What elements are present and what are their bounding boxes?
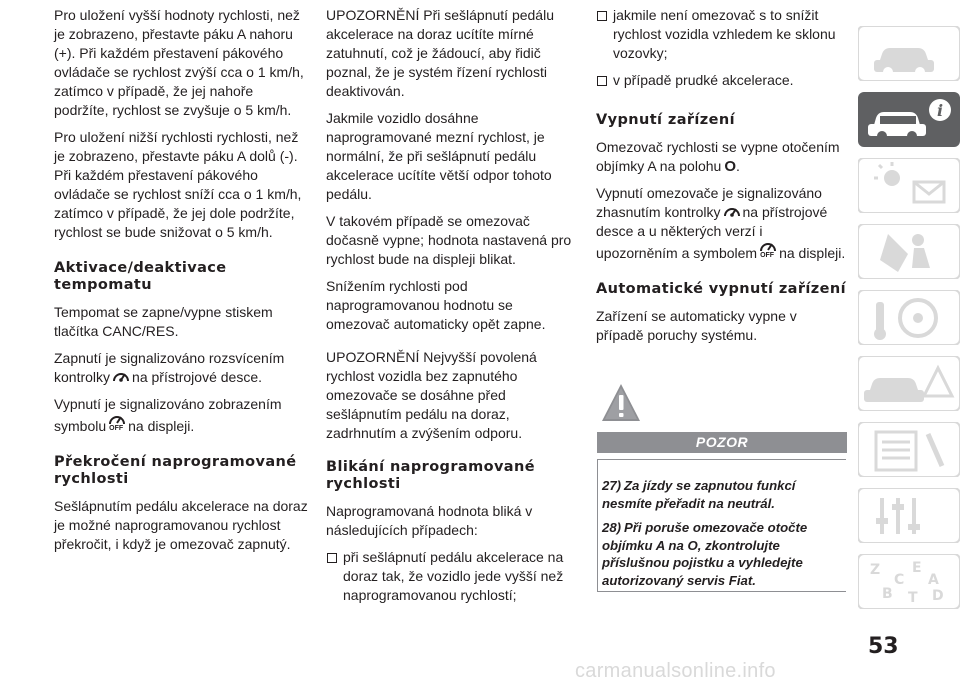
paragraph: Tempomat se zapne/vypne stiskem tlačítka CANC/RES. (54, 304, 273, 339)
starting-driving-icon (858, 290, 960, 345)
paragraph: Jakmile vozidlo dosáhne naprogramované mezní rychlost, je normální, že při sešlápnutí pedálu akcelerace ucítíte větší odpor tohoto pedálu. (326, 110, 552, 202)
paragraph: V takovém případě se omezovač dočasně vypne; hodnota nastavená pro rychlost bude na displeji blikat. (326, 213, 572, 267)
safety-icon (858, 224, 960, 279)
paragraph (54, 395, 308, 436)
svg-text:E: E (912, 560, 922, 576)
paragraph: UPOZORNĚNÍ Nejvyšší povolená rychlost vozidla bez zapnutého omezovače se dosáhne před sešlápnutím pedálu na doraz, zadrhnutím a zvýšením odporu. (326, 349, 537, 441)
warning-item (602, 477, 842, 512)
heading-blink: Blikání naprogramované rychlosti (326, 459, 535, 492)
svg-text:T: T (908, 590, 918, 606)
tab-technical-data[interactable] (858, 488, 960, 543)
svg-text:Z: Z (870, 562, 881, 578)
maintenance-icon (858, 422, 960, 477)
text: na displeji. (779, 245, 846, 261)
tab-index[interactable] (858, 554, 960, 609)
svg-text:C: C (894, 572, 905, 588)
watermark: carmanualsonline.info (575, 660, 776, 682)
text: Zapnutí je signalizováno rozsvícením kontrolky (54, 350, 285, 385)
svg-text:A: A (928, 572, 939, 588)
text: na displeji. (128, 418, 195, 434)
heading-off: Vypnutí zařízení (596, 112, 735, 128)
bullet-item: při sešlápnutí pedálu akcelerace na doraz tak, že vozidlo jede vyšší než naprogramovanou rychlostí; (326, 548, 576, 605)
paragraph: Naprogramovaná hodnota bliká v následujících případech: (326, 503, 533, 538)
text: Vypnutí je signalizováno zobrazením symbolu (54, 396, 282, 434)
tab-car[interactable] (858, 26, 960, 81)
sidebar-tabs (858, 26, 960, 626)
heading-activate: Aktivace/deaktivace tempomatu (54, 260, 227, 293)
column-1 (54, 0, 308, 562)
position-o: O (724, 158, 736, 175)
text: . (735, 158, 740, 174)
warning-title: POZOR (597, 432, 847, 453)
column-3 (596, 0, 848, 353)
paragraph: Pro uložení nižší rychlosti rychlosti, než je zobrazeno, přestavte páku A dolů (-). Při každém přestavení pákového ovládače se rychlost sníží cca o 1 km/h, zatímco v případě, že jej dole podržíte, rychlost se bude snižovat o 5 km/h. (54, 129, 302, 240)
text: Vypnutí omezovače je signalizováno zhasnutím kontrolky (596, 185, 822, 220)
warning-item (602, 519, 842, 589)
svg-text:D: D (932, 588, 944, 604)
paragraph: Pro uložení vyšší hodnoty rychlosti, než je zobrazeno, přestavte páku A nahoru (+). Při každém přestavení pákového ovládače se rychlost zvýší cca o 1 km/h, zatímco v případě, že jej nahoře podržíte, rychlost se zvyšuje o 5 km/h. (54, 7, 304, 118)
index-icon (858, 554, 960, 609)
item-number: 27) (602, 478, 622, 493)
text: na přístrojové desce a u některých verzí i upozorněním a symbolem (596, 204, 828, 261)
svg-text:B: B (882, 586, 893, 602)
car-info-icon (858, 92, 960, 147)
item-number: 28) (602, 520, 622, 535)
bullet-item: jakmile není omezovač s to snížit rychlost vozidla vzhledem ke sklonu vozovky; (596, 6, 848, 63)
item-text: Při poruše omezovače otočte objímku A na O, zkontrolujte příslušnou pojistku a vyhledejte autorizovaný servis Fiat. (602, 520, 808, 588)
tab-starting-driving[interactable] (858, 290, 960, 345)
column-2 (326, 0, 576, 613)
heading-auto-off: Automatické vypnutí zařízení (596, 281, 846, 297)
warning-triangle-icon (600, 382, 642, 424)
warning-lights-icon (858, 158, 960, 213)
paragraph: UPOZORNĚNÍ Při sešlápnutí pedálu akcelerace na doraz ucítíte mírné zatuhnutí, což je žádoucí, aby řidič poznal, že je systém řízení rychlosti deaktivován. (326, 7, 554, 99)
speed-limiter-off-icon (759, 241, 777, 261)
paragraph (596, 184, 848, 263)
tab-safety[interactable] (858, 224, 960, 279)
item-text: Za jízdy se zapnutou funkcí nesmíte přeřadit na neutrál. (602, 478, 796, 511)
paragraph (54, 349, 308, 387)
technical-data-icon (858, 488, 960, 543)
off-label: OFF (109, 425, 124, 432)
tab-car-info[interactable] (858, 92, 960, 147)
paragraph (596, 138, 848, 176)
car-icon (858, 26, 960, 81)
tab-warning-lights[interactable] (858, 158, 960, 213)
speedometer-icon (723, 204, 741, 220)
off-label: OFF (760, 252, 775, 259)
speed-limiter-off-icon (108, 414, 126, 434)
svg-text:i: i (937, 101, 944, 120)
paragraph: Zařízení se automaticky vypne v případě poruchy systému. (596, 308, 797, 343)
speedometer-icon (112, 369, 130, 385)
tab-emergency[interactable] (858, 356, 960, 411)
tab-maintenance[interactable] (858, 422, 960, 477)
page-number: 53 (868, 634, 899, 659)
text: Omezovač rychlosti se vypne otočením objímky A na polohu (596, 139, 840, 174)
warning-box (597, 459, 846, 592)
bullet-item: v případě prudké akcelerace. (596, 71, 848, 90)
paragraph: Sešlápnutím pedálu akcelerace na doraz je možné naprogramovanou rychlost překročit, i když je omezovač zapnutý. (54, 498, 308, 552)
heading-exceed: Překročení naprogramované rychlosti (54, 454, 297, 487)
text: na přístrojové desce. (132, 369, 262, 385)
emergency-icon (858, 356, 960, 411)
paragraph: Snížením rychlosti pod naprogramovanou hodnotu se omezovač automaticky opět zapne. (326, 278, 546, 332)
